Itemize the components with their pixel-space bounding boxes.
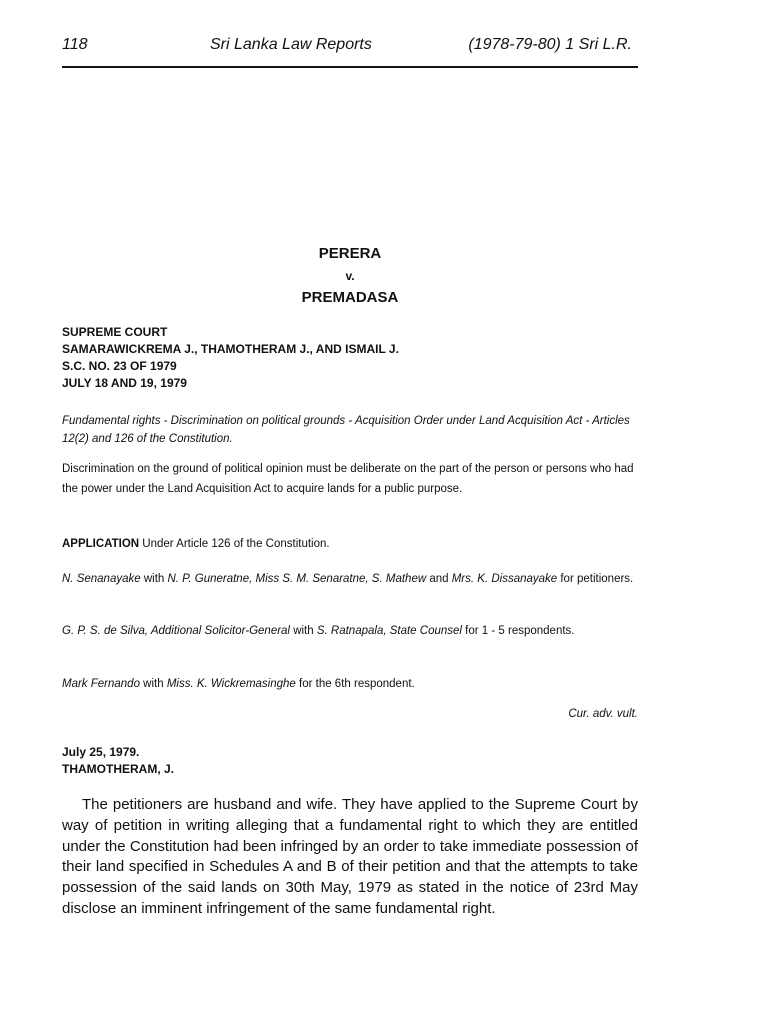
- counsel-for: for 1 - 5 respondents.: [461, 625, 575, 637]
- counsel-respondent-6: [62, 675, 638, 693]
- judgment-heading: [62, 744, 638, 778]
- counsel-juniors: N. P. Guneratne, Miss S. M. Senaratne, S. Mathew: [167, 573, 427, 585]
- citation: (1978-79-80) 1 Sri L.R.: [468, 36, 632, 53]
- counsel-with: with: [290, 625, 317, 637]
- versus: v.: [345, 269, 355, 283]
- application: [62, 535, 638, 553]
- judgment-date: July 25, 1979.: [62, 745, 140, 759]
- counsel-lead: N. Senanayake: [62, 573, 141, 585]
- court-name: SUPREME COURT: [62, 325, 168, 339]
- counsel-with: with: [140, 573, 168, 585]
- application-label: APPLICATION: [62, 538, 140, 550]
- counsel-with: with: [139, 678, 167, 690]
- counsel-for: for petitioners.: [557, 573, 634, 585]
- header-rule: [62, 66, 638, 68]
- counsel-for: for the 6th respondent.: [295, 678, 415, 690]
- cur-adv-vult: Cur. adv. vult.: [568, 708, 638, 720]
- judge-name: THAMOTHERAM, J.: [62, 762, 174, 776]
- respondent-name: PREMADASA: [301, 289, 399, 306]
- counsel-lead: Mark Fernando: [62, 678, 140, 690]
- counsel-last: Mrs. K. Dissanayake: [451, 573, 558, 585]
- page-number: 118: [62, 36, 88, 53]
- application-text: Under Article 126 of the Constitution.: [139, 538, 330, 550]
- journal-title: Sri Lanka Law Reports: [210, 36, 372, 53]
- case-parties: [62, 243, 638, 309]
- counsel-petitioners: [62, 570, 638, 588]
- bench: SAMARAWICKREMA J., THAMOTHERAM J., AND ISMAIL J.: [62, 342, 399, 356]
- headnote: Fundamental rights - Discrimination on political grounds - Acquisition Order under Land Acquisition Act - Articles 12(2) and 126 of the Constitution.: [62, 415, 630, 445]
- judgment-paragraph: The petitioners are husband and wife. They have applied to the Supreme Court by way of petition in writing alleging that a fundamental right to which they are entitled under the Constitution had been infringed by an order to take immediate possession of their land specified in Schedules A and B of their petition and that the attempts to take possession of the said lands on 30th May, 1979 as stated in the notice of 23rd May disclose an imminent infringement of the same fundamental right.: [62, 796, 638, 917]
- counsel-lead: G. P. S. de Silva, Additional Solicitor-General: [62, 625, 290, 637]
- counsel-respondents-1-5: [62, 622, 638, 640]
- holding: Discrimination on the ground of political opinion must be deliberate on the part of the person or persons who had the power under the Land Acquisition Act to acquire lands for a public purpose.: [62, 463, 634, 495]
- counsel-and: and: [426, 573, 452, 585]
- counsel-juniors: S. Ratnapala, State Counsel: [316, 625, 462, 637]
- running-header: [62, 36, 638, 58]
- court-details: [62, 324, 638, 392]
- hearing-dates: JULY 18 AND 19, 1979: [62, 376, 187, 390]
- case-number: S.C. NO. 23 OF 1979: [62, 359, 177, 373]
- petitioner-name: PERERA: [318, 245, 382, 262]
- counsel-juniors: Miss. K. Wickremasinghe: [166, 678, 296, 690]
